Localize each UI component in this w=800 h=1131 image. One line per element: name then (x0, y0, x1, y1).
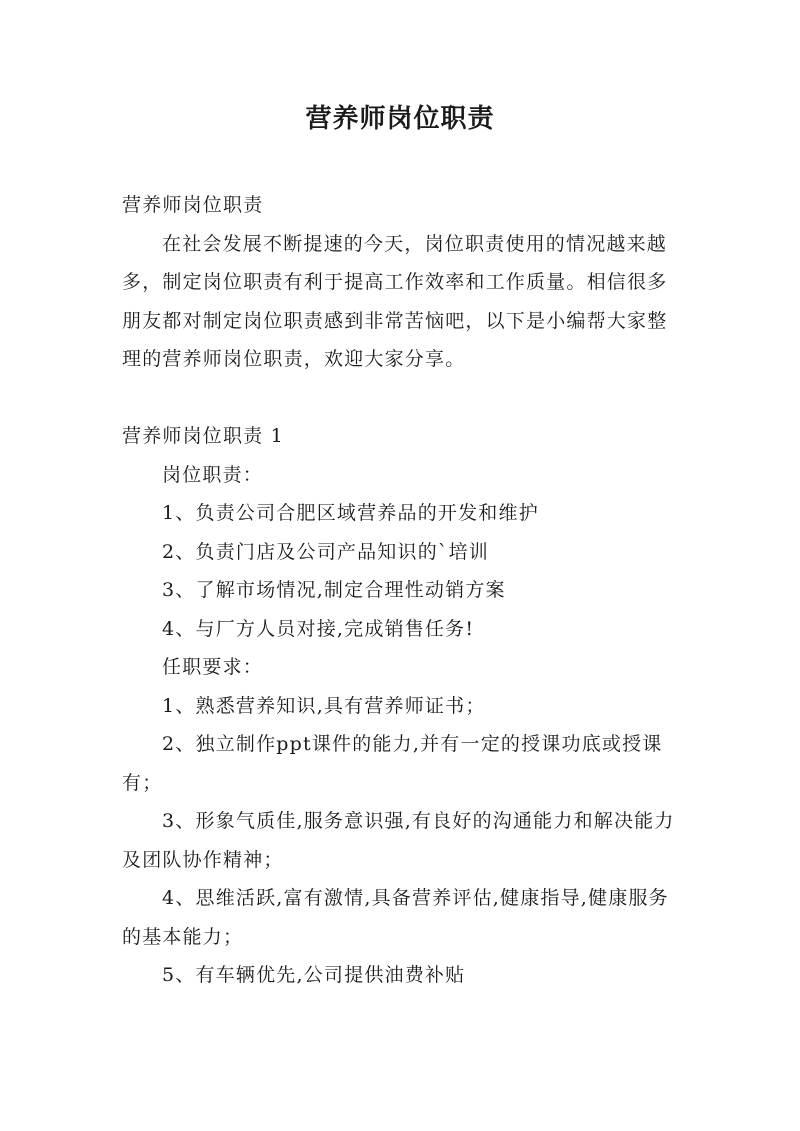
section-heading: 营养师岗位职责 1 (122, 425, 284, 447)
requirement-item: 1、熟悉营养知识,具有营养师证书； (162, 694, 486, 717)
duty-item: 3、了解市场情况,制定合理性动销方案 (162, 579, 506, 601)
duty-item: 1、负责公司合肥区域营养品的开发和维护 (162, 502, 539, 524)
intro-paragraph: 在社会发展不断提速的今天，岗位职责使用的情况越来越多，制定岗位职责有利于提高工作效率和工作质量。相信很多朋友都对制定岗位职责感到非常苦恼吧，以下是小编帮大家整理的营养师岗位职责，欢迎大家分享。 (122, 232, 668, 370)
document-title: 营养师岗位职责 (305, 104, 495, 134)
spacer (122, 379, 687, 418)
duty-item: 4、与厂方人员对接,完成销售任务! (162, 617, 475, 640)
requirement-item: 2、独立制作ppt课件的能力,并有一定的授课功底或授课有； (122, 733, 663, 794)
document-body (122, 186, 687, 995)
requirement-item: 4、思维活跃,富有激情,具备营养评估,健康指导,健康服务的基本能力； (122, 887, 669, 948)
duty-item: 2、负责门店及公司产品知识的`培训 (162, 540, 489, 563)
requirements-heading: 任职要求： (162, 656, 264, 678)
requirement-item: 3、形象气质佳,服务意识强,有良好的沟通能力和解决能力及团队协作精神； (122, 810, 675, 871)
duties-heading: 岗位职责： (162, 463, 264, 486)
intro-heading: 营养师岗位职责 (122, 194, 264, 216)
requirement-item: 5、有车辆优先,公司提供油费补贴 (162, 964, 466, 986)
